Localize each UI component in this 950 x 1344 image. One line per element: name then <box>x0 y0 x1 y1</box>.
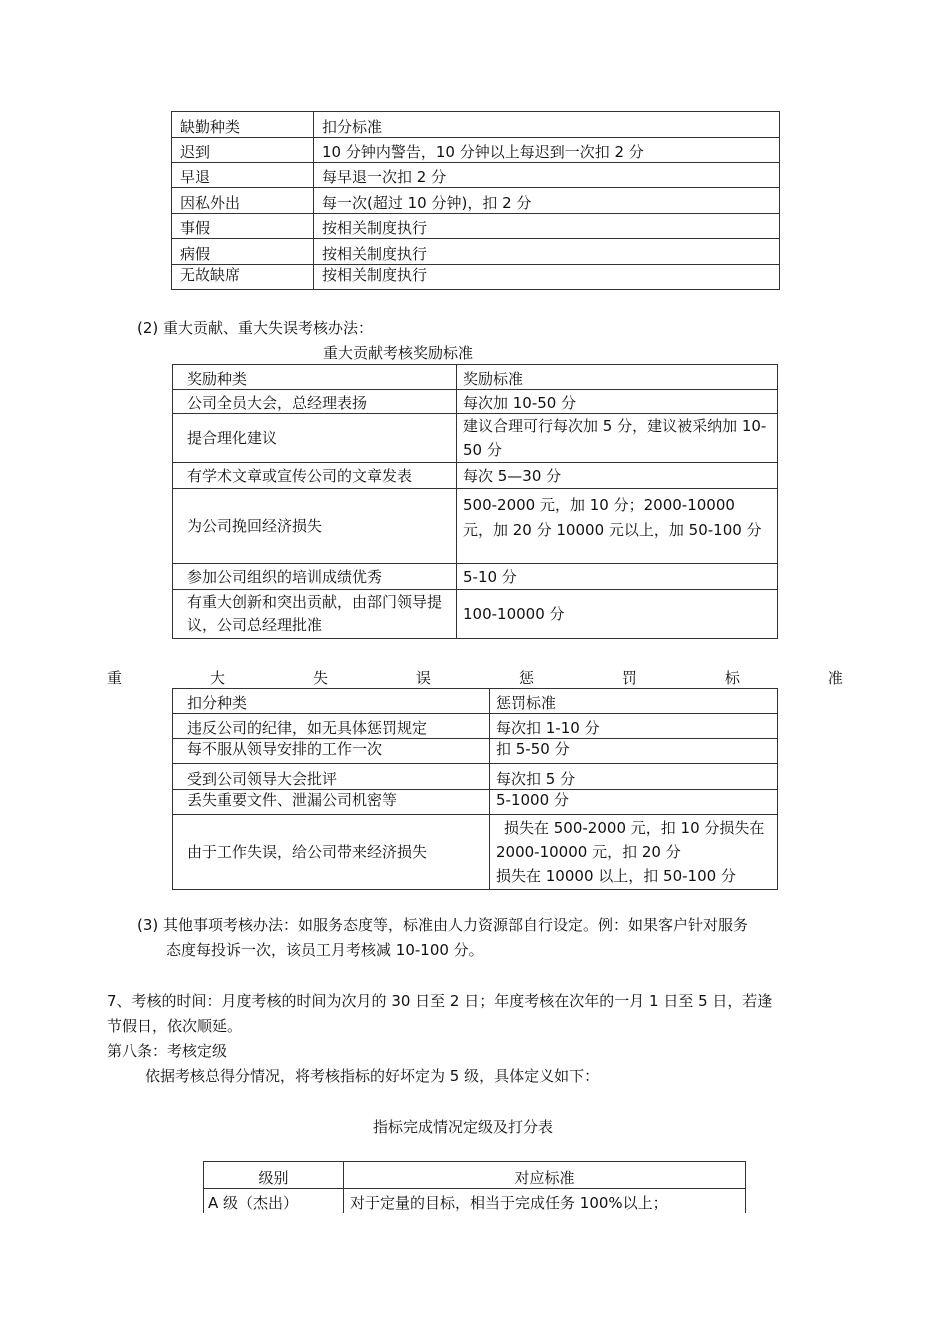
table-row <box>173 414 778 463</box>
table-cell: 参加公司组织的培训成绩优秀 <box>173 564 457 590</box>
article8-title: 第八条：考核定级 <box>107 1042 228 1060</box>
table-cell: 5-1000 分 <box>490 790 778 815</box>
table-row <box>173 714 778 739</box>
table-cell: 对于定量的目标，相当于完成任务 100%以上； <box>344 1189 746 1213</box>
header-cell: 扣分标准 <box>314 112 780 138</box>
table-row <box>172 138 780 163</box>
table-cell: 早退 <box>172 163 314 188</box>
title-char: 大 <box>209 669 225 687</box>
title-char: 准 <box>827 669 843 687</box>
table-cell: 按相关制度执行 <box>314 265 780 290</box>
table-cell: 违反公司的纪律，如无具体惩罚规定 <box>173 714 490 739</box>
table-cell: 因私外出 <box>172 188 314 214</box>
table-cell: 每不服从领导安排的工作一次 <box>173 739 490 764</box>
table-cell: 无故缺席 <box>172 265 314 290</box>
table-row <box>173 564 778 590</box>
table-row <box>173 815 778 890</box>
table-row <box>173 739 778 764</box>
table-cell: 10 分钟内警告，10 分钟以上每迟到一次扣 2 分 <box>314 138 780 163</box>
table-row <box>173 790 778 815</box>
table-cell: 病假 <box>172 239 314 265</box>
table-cell: 扣 5-50 分 <box>490 739 778 764</box>
table-cell: 为公司挽回经济损失 <box>173 489 457 564</box>
table-row <box>173 764 778 790</box>
penalty-table-title <box>107 666 843 690</box>
table-row <box>204 1189 746 1213</box>
title-char: 重 <box>107 669 123 687</box>
table-header-row <box>173 689 778 714</box>
table-cell: A 级（杰出） <box>204 1189 344 1213</box>
title-char: 惩 <box>518 669 534 687</box>
reward-table-title: 重大贡献考核奖励标准 <box>323 344 474 362</box>
header-cell: 对应标准 <box>344 1162 746 1189</box>
table-cell: 按相关制度执行 <box>314 214 780 239</box>
section3-line2: 态度每投诉一次，该员工月考核减 10-100 分。 <box>166 941 484 959</box>
table-cell: 每次 5—30 分 <box>457 463 778 489</box>
table-header-row <box>204 1162 746 1189</box>
table-cell: 迟到 <box>172 138 314 163</box>
title-char: 失 <box>312 669 328 687</box>
table-row <box>172 163 780 188</box>
table-cell: 丢失重要文件、泄漏公司机密等 <box>173 790 490 815</box>
table-header-row <box>172 112 780 138</box>
table-row <box>173 390 778 414</box>
table-cell: 每次扣 5 分 <box>490 764 778 790</box>
table-cell: 由于工作失误，给公司带来经济损失 <box>173 815 490 890</box>
header-cell: 奖励种类 <box>173 365 457 390</box>
table-row <box>172 188 780 214</box>
item7-line1: 7、考核的时间：月度考核的时间为次月的 30 日至 2 日；年度考核在次年的一月 1 日至 5 日，若逢 <box>107 992 773 1010</box>
table-cell: 事假 <box>172 214 314 239</box>
section2-heading: (2) 重大贡献、重大失误考核办法： <box>137 319 374 337</box>
table-cell: 公司全员大会，总经理表扬 <box>173 390 457 414</box>
table-cell: 有学术文章或宣传公司的文章发表 <box>173 463 457 489</box>
table-row <box>172 239 780 265</box>
table-cell: 建议合理可行每次加 5 分，建议被采纳加 10-50 分 <box>457 414 778 463</box>
header-cell: 缺勤种类 <box>172 112 314 138</box>
grade-table <box>203 1161 746 1213</box>
table-row <box>172 265 780 290</box>
table-row <box>173 489 778 564</box>
table-cell: 每次加 10-50 分 <box>457 390 778 414</box>
table-header-row <box>173 365 778 390</box>
table-cell: 每一次(超过 10 分钟)，扣 2 分 <box>314 188 780 214</box>
table-cell: 500-2000 元，加 10 分；2000-10000 元，加 20 分 10000 元以上，加 50-100 分 <box>457 489 778 564</box>
header-cell: 级别 <box>204 1162 344 1189</box>
penalty-loss-text: 损失在 500-2000 元，扣 10 分损失在 2000-10000 元，扣 20 分 <box>496 819 765 861</box>
table-cell: 受到公司领导大会批评 <box>173 764 490 790</box>
table-cell: 100-10000 分 <box>457 590 778 639</box>
header-cell: 扣分种类 <box>173 689 490 714</box>
table-cell: 按相关制度执行 <box>314 239 780 265</box>
reward-table <box>172 364 778 639</box>
title-char: 误 <box>415 669 431 687</box>
table-row <box>172 214 780 239</box>
table-row <box>173 590 778 639</box>
item7-line2: 节假日，依次顺延。 <box>107 1017 243 1035</box>
table-cell: 5-10 分 <box>457 564 778 590</box>
table-cell: 每早退一次扣 2 分 <box>314 163 780 188</box>
section3-line1: (3) 其他事项考核办法：如服务态度等，标准由人力资源部自行设定。例：如果客户针对服务 <box>137 916 749 934</box>
table-cell: 每次扣 1-10 分 <box>490 714 778 739</box>
grade-table-title: 指标完成情况定级及打分表 <box>373 1118 554 1136</box>
table-cell: 提合理化建议 <box>173 414 457 463</box>
header-cell: 奖励标准 <box>457 365 778 390</box>
article8-text: 依据考核总得分情况，将考核指标的好坏定为 5 级，具体定义如下： <box>145 1067 600 1085</box>
penalty-loss-text: 损失在 10000 以上，扣 50-100 分 <box>496 867 736 885</box>
title-char: 罚 <box>621 669 637 687</box>
table-cell: 有重大创新和突出贡献，由部门领导提议，公司总经理批准 <box>173 590 457 639</box>
absence-table <box>171 111 780 290</box>
header-cell: 惩罚标准 <box>490 689 778 714</box>
penalty-table <box>172 688 778 890</box>
title-char: 标 <box>724 669 740 687</box>
table-cell <box>490 815 778 890</box>
table-row <box>173 463 778 489</box>
